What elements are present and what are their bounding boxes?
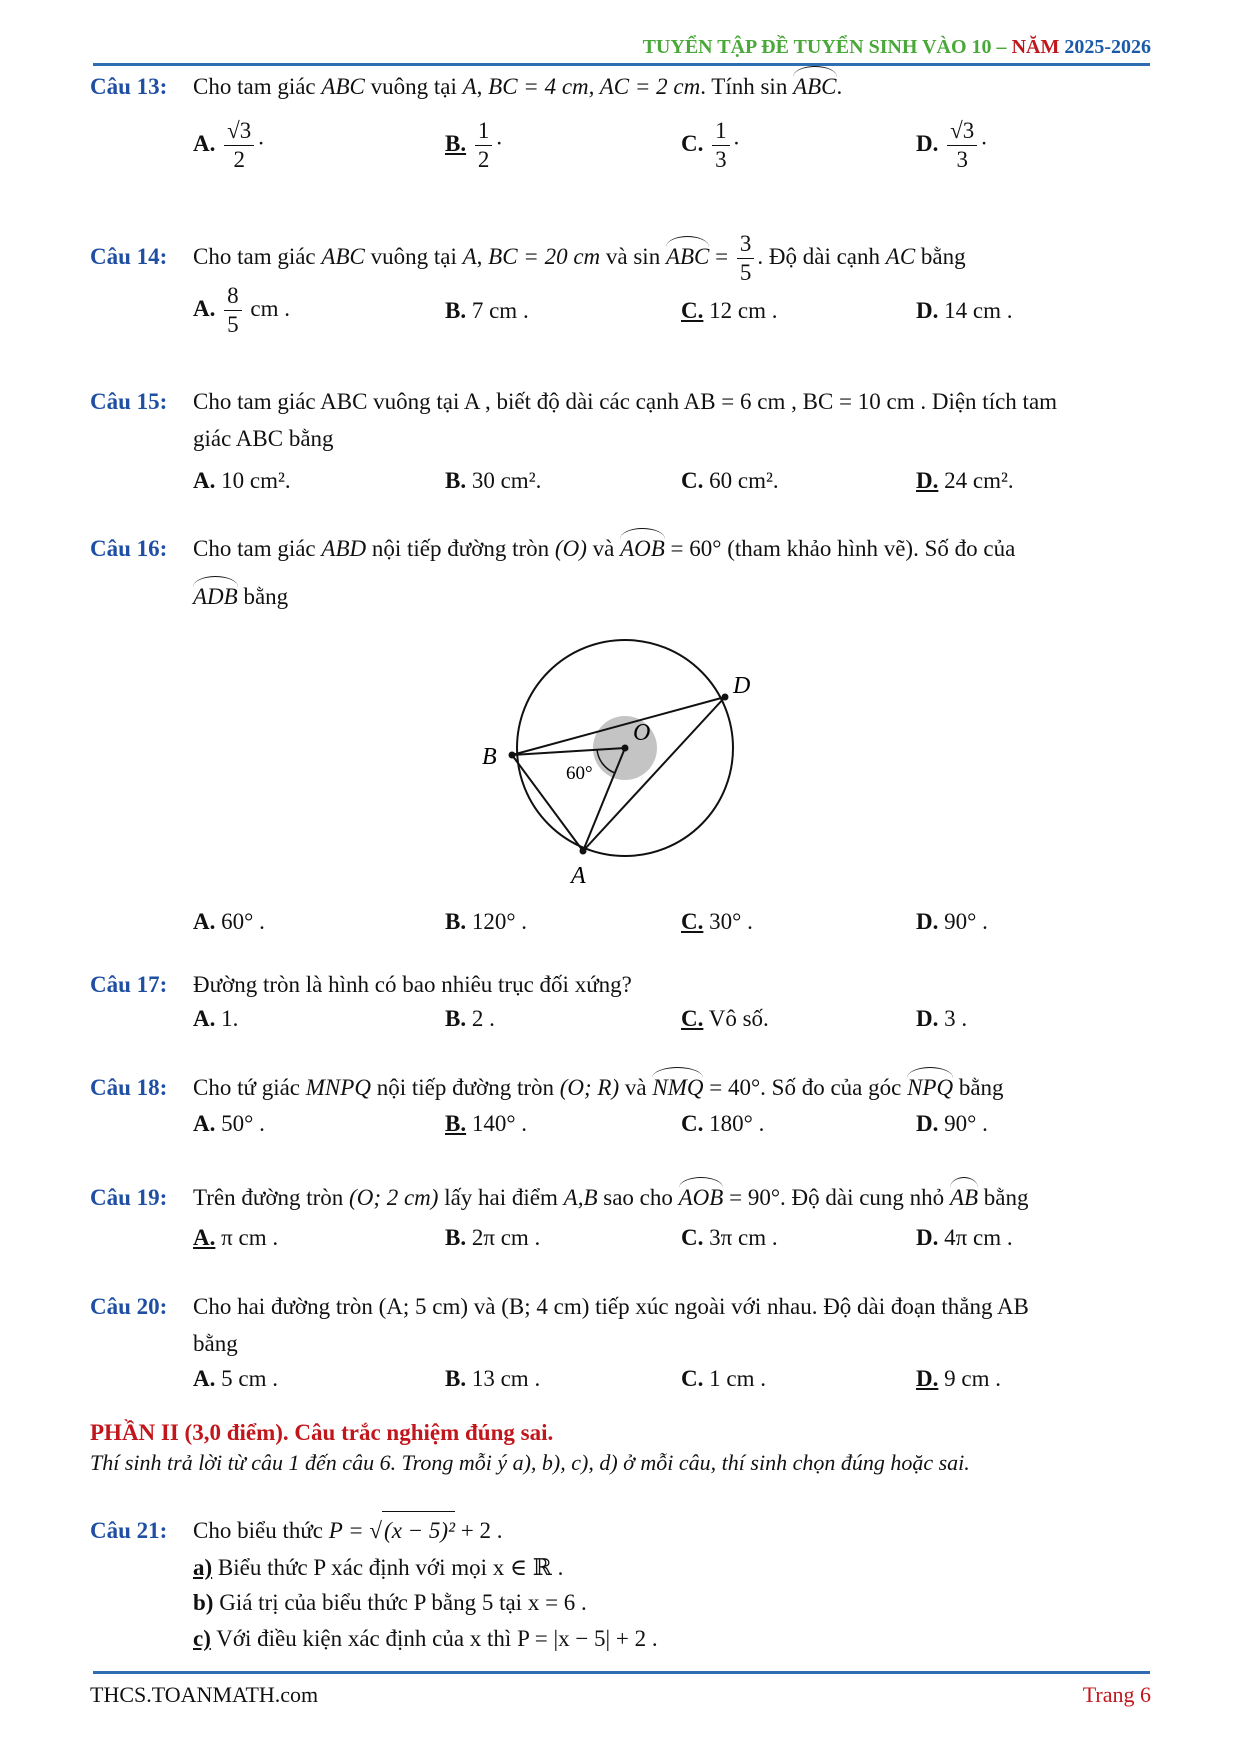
fraction-num: 3 — [737, 230, 755, 259]
question-text: và — [586, 536, 621, 561]
option-letter: C. — [681, 468, 704, 493]
option-b — [445, 468, 541, 494]
option-a — [193, 1111, 265, 1137]
option-value: 14 cm . — [944, 298, 1013, 323]
question-label: Câu 17: — [90, 972, 168, 997]
option-b — [445, 1366, 540, 1392]
question-17 — [90, 966, 1162, 1004]
math-angle: NPQ — [907, 1069, 953, 1107]
question-text: vuông tại — [364, 243, 463, 269]
question-text: Cho biểu thức — [193, 1518, 329, 1543]
statement-b — [193, 1590, 587, 1616]
point-o — [622, 745, 629, 752]
question-text: nội tiếp đường tròn — [370, 1075, 560, 1100]
question-text: sao cho — [597, 1185, 679, 1210]
math-lhs: P = — [328, 1518, 370, 1543]
question-text: bằng — [978, 1185, 1029, 1210]
question-text: Cho tam giác ABC vuông tại A , biết độ dài các cạnh AB = 6 cm , BC = 10 cm . Diện tích tam — [193, 389, 1058, 414]
label-o: O — [633, 720, 651, 746]
question-text: Cho tam giác — [193, 536, 322, 561]
statement-c — [193, 1626, 658, 1652]
math-angle: AOB — [679, 1179, 724, 1217]
page-header — [90, 36, 1151, 59]
option-d — [916, 1225, 1013, 1251]
option-letter: C. — [681, 130, 704, 156]
question-13: Câu 13: Cho tam giác ABC vuông tại A, BC = 4 cm, AC = 2 cm. Tính sin ABC. — [90, 68, 1162, 106]
option-c — [681, 1111, 764, 1137]
statement-label: c) — [193, 1626, 211, 1651]
question-text: Đường tròn là hình có bao nhiêu trục đối xứng? — [193, 972, 632, 997]
option-value: Vô số. — [708, 1006, 769, 1031]
statement-text: Với điều kiện xác định của x thì P = |x − 5| + 2 . — [210, 1626, 658, 1651]
option-b — [445, 909, 527, 935]
option-a — [193, 468, 291, 494]
question-14: Câu 14: Cho tam giác ABC vuông tại A, BC = 20 cm và sin ABC = $\frac{3}{5}$ . Độ dài cạnh AC bằng — [90, 231, 966, 285]
question-text: Cho tam giác — [193, 243, 322, 269]
question-label: Câu 21: — [90, 1518, 168, 1543]
option-letter: B. — [445, 1111, 467, 1136]
option-a — [193, 1006, 238, 1032]
question-18 — [90, 1069, 1162, 1107]
option-letter: B. — [445, 468, 467, 493]
option-letter: A. — [193, 1111, 216, 1136]
option-value: 5 cm . — [221, 1366, 278, 1391]
option-value: 7 cm . — [471, 298, 529, 323]
math-triangle: ABC — [321, 74, 365, 99]
option-letter: D. — [916, 909, 939, 934]
question-label: Câu 16: — [90, 536, 168, 561]
math-angle: ABC — [793, 68, 836, 106]
option-letter: B. — [445, 1366, 467, 1391]
option-value: π cm . — [221, 1225, 279, 1250]
math-tail: + 2 . — [455, 1518, 503, 1543]
math-angle: AOB — [620, 530, 665, 568]
question-16-line2 — [193, 578, 1241, 616]
fraction-den: 3 — [956, 147, 968, 172]
fraction-den: 3 — [715, 147, 727, 172]
question-text: và — [619, 1075, 653, 1100]
part2-instruction: Thí sinh trả lời từ câu 1 đến câu 6. Trong mỗi ý a), b), c), d) ở mỗi câu, thí sinh chọn đúng hoặc sai. — [90, 1450, 970, 1475]
question-19 — [90, 1179, 1162, 1217]
question-text: bằng — [193, 1331, 238, 1356]
question-text: bằng — [953, 1075, 1004, 1100]
option-value: 13 cm . — [471, 1366, 541, 1391]
option-d — [916, 909, 988, 935]
fraction-den: 5 — [739, 260, 752, 285]
footer-rule — [93, 1671, 1150, 1674]
option-value: 2 . — [471, 1006, 495, 1031]
question-20 — [90, 1288, 1162, 1326]
option-value: 60 cm². — [709, 468, 779, 493]
question-label: Câu 14: — [90, 243, 168, 269]
option-value: 120° . — [471, 909, 528, 934]
math-circle: (O; 2 cm) — [349, 1185, 439, 1210]
option-value: 90° . — [944, 1111, 988, 1136]
option-value: 1 cm . — [709, 1366, 766, 1391]
option-letter: B. — [445, 298, 467, 323]
header-year-label: NĂM — [1011, 36, 1065, 58]
option-letter: A. — [193, 1225, 216, 1250]
option-letter: C. — [681, 1111, 704, 1136]
label-a: A — [571, 863, 586, 889]
question-text: Trên đường tròn — [193, 1185, 350, 1210]
option-c: C. $\frac{1}{3}$ · — [681, 118, 741, 172]
option-letter: B. — [445, 1225, 467, 1250]
option-a — [193, 282, 290, 339]
math-angle: ADB — [193, 578, 238, 616]
fraction-den: 2 — [233, 147, 245, 172]
option-value: 3π cm . — [709, 1225, 778, 1250]
math-radicand: (x − 5)² — [382, 1511, 455, 1550]
math-angle: NMQ — [652, 1069, 703, 1107]
point-a — [580, 848, 587, 855]
question-label: Câu 13: — [90, 74, 168, 99]
question-label: Câu 20: — [90, 1294, 168, 1319]
statement-text: Giá trị của biểu thức P bằng 5 tại x = 6 . — [213, 1590, 587, 1615]
option-c — [681, 298, 777, 324]
option-value: 60° . — [221, 909, 265, 934]
math-angle: ABC — [666, 238, 709, 276]
question-label: Câu 18: — [90, 1075, 168, 1100]
math-vertex: A — [462, 74, 477, 99]
question-text: và sin — [600, 243, 661, 269]
option-c — [681, 468, 779, 494]
question-label: Câu 15: — [90, 389, 168, 414]
option-letter: A. — [193, 1006, 216, 1031]
point-b — [509, 752, 516, 759]
fraction — [947, 117, 977, 174]
question-label: Câu 19: — [90, 1185, 168, 1210]
option-c — [681, 909, 753, 935]
option-value: 30° . — [709, 909, 753, 934]
question-15-line2 — [193, 420, 1241, 458]
option-letter: A. — [193, 1366, 216, 1391]
option-value: 2π cm . — [471, 1225, 541, 1250]
fraction-num: 1 — [475, 117, 493, 146]
question-text: (tham khảo hình vẽ). Số đo của — [721, 536, 1016, 561]
option-b — [445, 1225, 540, 1251]
fraction-num: 1 — [712, 117, 730, 146]
circle-figure — [470, 620, 770, 895]
question-text: Cho tứ giác — [193, 1075, 306, 1100]
option-letter: D. — [916, 298, 939, 323]
fraction-den: 5 — [227, 312, 239, 337]
question-text: giác ABC bằng — [193, 426, 334, 451]
fraction-num: √3 — [947, 117, 977, 146]
option-value: 10 cm². — [221, 468, 291, 493]
fraction-num: √3 — [224, 117, 254, 146]
fraction — [224, 282, 242, 339]
option-letter: A. — [193, 909, 216, 934]
footer-site: THCS.TOANMATH.com — [90, 1682, 319, 1707]
option-letter: C. — [681, 1225, 704, 1250]
point-d — [722, 694, 729, 701]
footer-page: Trang 6 — [1082, 1682, 1151, 1707]
question-21: Câu 21: Cho biểu thức P = √(x − 5)² + 2 . — [90, 1511, 1162, 1550]
question-15 — [90, 383, 1162, 421]
math-side: AC — [885, 243, 916, 269]
option-c — [681, 1225, 778, 1251]
question-text: vuông tại — [364, 74, 463, 99]
option-d — [916, 1366, 1001, 1392]
part2-title: PHẦN II (3,0 điểm). Câu trắc nghiệm đúng sai. — [90, 1420, 554, 1445]
option-value: 50° . — [221, 1111, 265, 1136]
option-letter: C. — [681, 1366, 704, 1391]
fraction — [475, 117, 493, 174]
option-a — [193, 1366, 278, 1392]
option-b — [445, 298, 529, 324]
label-b: B — [482, 744, 497, 770]
option-value: 30 cm². — [471, 468, 542, 493]
option-b: B. $\frac{1}{2}$ · — [445, 118, 504, 172]
option-d — [916, 298, 1012, 324]
math-eq: = 90° — [723, 1185, 781, 1210]
option-letter: A. — [193, 295, 216, 321]
math-quad: MNPQ — [305, 1075, 371, 1100]
math-condition: BC = 20 cm — [488, 243, 601, 269]
option-letter: C. — [681, 298, 704, 323]
option-letter: A. — [193, 130, 216, 156]
fraction — [737, 230, 755, 287]
angle-label: 60° — [566, 763, 593, 784]
question-text: . Tính sin — [700, 74, 794, 99]
label-d: D — [733, 673, 751, 699]
math-condition: BC = 4 cm, AC = 2 cm — [488, 74, 701, 99]
math-vertex: A — [462, 243, 477, 269]
math-eq: = 60° — [664, 536, 722, 561]
option-letter: B. — [445, 1006, 467, 1031]
option-d — [916, 1006, 967, 1032]
option-letter: D. — [916, 1225, 939, 1250]
option-value: 9 cm . — [944, 1366, 1001, 1391]
math-circle: (O; R) — [559, 1075, 620, 1100]
option-letter: C. — [681, 1006, 704, 1031]
option-d — [916, 1111, 988, 1137]
option-letter: D. — [916, 468, 939, 493]
question-20-line2 — [193, 1325, 1241, 1363]
header-rule — [93, 63, 1150, 66]
statement-label: b) — [193, 1590, 214, 1615]
option-a: A. $\frac{√3}{2}$ · — [193, 118, 265, 172]
option-letter: C. — [681, 909, 704, 934]
question-text: . Số đo của góc — [760, 1075, 908, 1100]
fraction-den: 2 — [477, 147, 490, 172]
option-letter: B. — [445, 909, 467, 934]
option-d: D. $\frac{√3}{3}$ · — [916, 118, 988, 172]
fraction-num: 8 — [224, 282, 242, 311]
option-value: 1. — [221, 1006, 239, 1031]
option-c — [681, 1366, 766, 1392]
question-text: . Độ dài cạnh — [757, 243, 886, 269]
statement-label: a) — [193, 1555, 213, 1580]
math-triangle: ABC — [321, 243, 365, 269]
option-unit: cm . — [250, 295, 290, 321]
option-value: 24 cm². — [944, 468, 1014, 493]
option-d — [916, 468, 1014, 494]
option-a — [193, 1225, 278, 1251]
header-title: TUYỂN TẬP ĐỀ TUYỂN SINH VÀO 10 – — [642, 36, 1012, 58]
fraction — [224, 117, 254, 174]
option-letter: D. — [916, 130, 939, 156]
option-a — [193, 909, 265, 935]
segment-ad — [583, 697, 725, 851]
question-text: Cho hai đường tròn (A; 5 cm) và (B; 4 cm) tiếp xúc ngoài với nhau. Độ dài đoạn thẳng AB — [193, 1294, 1029, 1319]
math-circle: (O) — [554, 536, 587, 561]
math-arc: AB — [950, 1179, 978, 1217]
option-value: 140° . — [471, 1111, 528, 1136]
option-value: 4π cm . — [944, 1225, 1013, 1250]
option-letter: D. — [916, 1006, 939, 1031]
fraction — [712, 117, 730, 174]
statement-a — [193, 1555, 563, 1581]
option-value: 180° . — [709, 1111, 765, 1136]
option-b — [445, 1006, 495, 1032]
question-text: bằng — [237, 584, 289, 609]
question-text: Cho tam giác — [193, 74, 322, 99]
question-text: nội tiếp đường tròn — [366, 536, 555, 561]
option-letter: D. — [916, 1366, 939, 1391]
option-c — [681, 1006, 769, 1032]
option-value: 3 . — [944, 1006, 968, 1031]
header-year: 2025-2026 — [1064, 36, 1151, 58]
question-16 — [90, 530, 1162, 568]
option-letter: A. — [193, 468, 216, 493]
question-text: . Độ dài cung nhỏ — [780, 1185, 950, 1210]
statement-text: Biểu thức P xác định với mọi x ∈ ℝ . — [212, 1555, 564, 1580]
question-text: bằng — [915, 243, 966, 269]
option-letter: D. — [916, 1111, 939, 1136]
option-value: 12 cm . — [709, 298, 778, 323]
math-triangle: ABD — [321, 536, 367, 561]
option-letter: B. — [445, 130, 467, 156]
option-b — [445, 1111, 527, 1137]
math-points: A,B — [563, 1185, 598, 1210]
question-text: lấy hai điểm — [438, 1185, 564, 1210]
option-value: 90° . — [944, 909, 988, 934]
math-eq: = 40° — [703, 1075, 761, 1100]
